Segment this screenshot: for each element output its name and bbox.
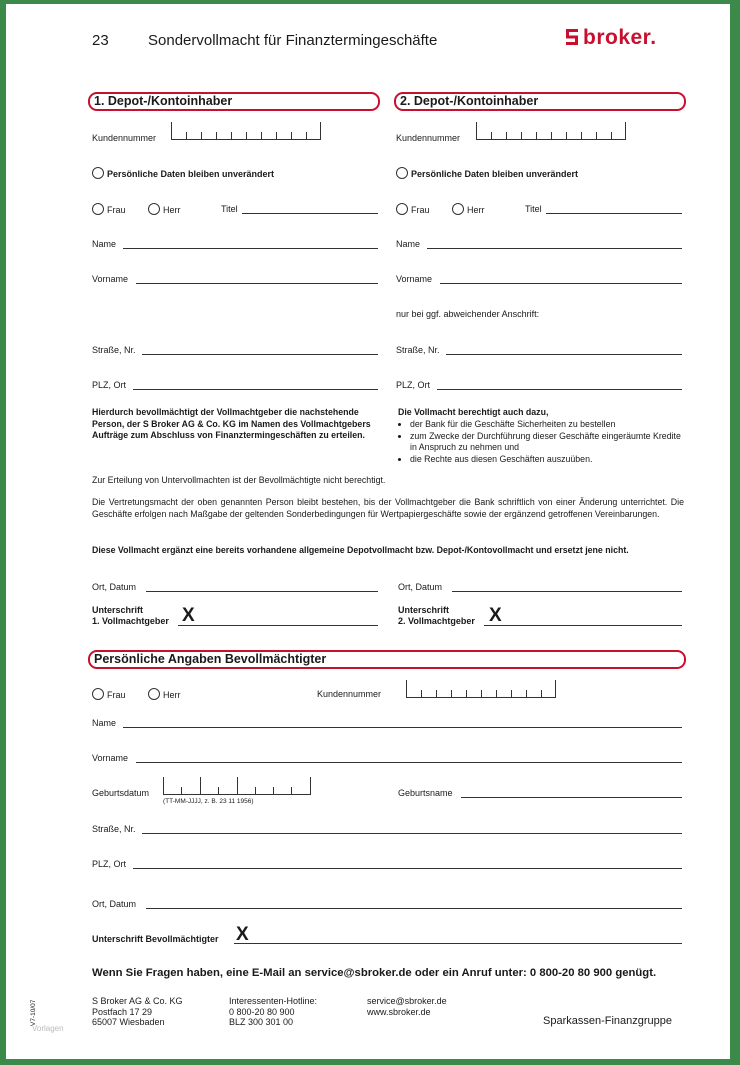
s2-kundennummer-label: Kundennummer [396,133,461,143]
s3-geburtsname-label: Geburtsname [398,788,453,798]
s1-strasse-label: Straße, Nr. [92,345,136,355]
s1-frau-radio[interactable]: Frau [92,203,126,215]
sig1-x-mark: X [182,605,195,626]
sig2-x-mark: X [489,605,502,626]
sbroker-logo [566,26,657,50]
s3-geburtsdatum-hint: (TT-MM-JJJJ, z. B. 23 11 1956) [163,798,254,805]
s3-signature-field[interactable] [234,943,682,944]
form-page [6,4,730,1059]
sig2-signature-field[interactable] [484,625,682,626]
sig2-ort-datum-label: Ort, Datum [398,582,443,592]
s3-strasse-field[interactable] [142,833,682,834]
authorization-extent-list [398,419,688,465]
list-item: • zum Zwecke der Durchführung dieser Geschäfte eingeräumte Kredite in Anspruch zu nehmen und [410,431,688,454]
s1-strasse-field[interactable] [142,354,378,355]
email-link[interactable]: service@sbroker.de [367,996,447,1006]
section-2-title: 2. Depot-/Kontoinhaber [394,92,686,111]
s3-vorname-field[interactable] [136,762,682,763]
sig1-signature-field[interactable] [178,625,378,626]
page-title: Sondervollmacht für Finanztermingeschäfte [148,32,438,49]
s3-frau-radio[interactable]: Frau [92,688,126,700]
s2-abweichend-note: nur bei ggf. abweichender Anschrift: [396,309,540,319]
s1-name-label: Name [92,239,117,249]
s2-name-label: Name [396,239,421,249]
s1-kundennummer-label: Kundennummer [92,133,157,143]
s3-vorname-label: Vorname [92,753,129,763]
representation-note: Die Vertretungsmacht der oben genannten Person bleibt bestehen, bis der Vollmachtgeber die Bank schriftlich von einer Änderung unterrichtet. Die Geschäfte erfolgen nach Maßgabe der geltenden Sonderbedingungen für Wertpapiergeschäfte sowie der ergänzend getroffenen Vereinbarungen. [92,497,684,519]
supplement-note: Diese Vollmacht ergänzt eine bereits vorhandene allgemeine Depotvollmacht bzw. Depot-/Kontovollmacht und ersetzt jene nicht. [92,545,629,555]
web-info [367,996,447,1017]
s2-kundennummer-field[interactable] [476,122,626,140]
authorization-text: Hierdurch bevollmächtigt der Vollmachtgeber die nachstehende Person, der S Broker AG & Co. KG im Namen des Vollmachtgebers Aufträge zum Abschluss von Finanztermingeschäften zu erteilen. [92,407,371,440]
s2-strasse-label: Straße, Nr. [396,345,440,355]
sparkassen-label: Sparkassen-Finanzgruppe [543,1015,673,1027]
s1-plz-field[interactable] [133,389,378,390]
s3-plz-label: PLZ, Ort [92,859,127,869]
sparkasse-s-icon [566,29,578,45]
s3-kundennummer-label: Kundennummer [317,689,382,699]
s3-geburtsdatum-field[interactable] [163,777,311,795]
s2-plz-label: PLZ, Ort [396,380,431,390]
s2-titel-field[interactable] [546,213,682,214]
sig1-ort-datum-field[interactable] [146,591,378,592]
form-number: 23 [92,32,109,49]
s3-herr-radio[interactable]: Herr [148,688,181,700]
company-address: S Broker AG & Co. KG Postfach 17 29 65007 Wiesbaden [92,996,183,1027]
s3-name-field[interactable] [123,727,682,728]
section-1-title: 1. Depot-/Kontoinhaber [88,92,380,111]
section-3-title: Persönliche Angaben Bevollmächtigter [88,650,686,669]
s2-herr-radio[interactable]: Herr [452,203,485,215]
s3-ort-datum-field[interactable] [146,908,682,909]
s2-frau-radio[interactable]: Frau [396,203,430,215]
s1-vorname-field[interactable] [136,283,378,284]
s1-unchanged-radio[interactable]: Persönliche Daten bleiben unverändert [92,167,274,179]
s2-unchanged-radio[interactable]: Persönliche Daten bleiben unverändert [396,167,578,179]
s3-strasse-label: Straße, Nr. [92,824,136,834]
sig1-ort-datum-label: Ort, Datum [92,582,137,592]
s3-plz-field[interactable] [133,868,682,869]
website-link[interactable]: www.sbroker.de [367,1006,431,1017]
sig2-ort-datum-field[interactable] [452,591,682,592]
s2-plz-field[interactable] [437,389,682,390]
s2-name-field[interactable] [427,248,682,249]
sig1-label: Unterschrift 1. Vollmachtgeber [92,605,169,626]
s2-titel-label: Titel [525,204,542,214]
s3-geburtsname-field[interactable] [461,797,682,798]
s1-herr-radio[interactable]: Herr [148,203,181,215]
s1-titel-label: Titel [221,204,238,214]
s1-kundennummer-field[interactable] [171,122,321,140]
watermark: Vorlagen [32,1024,64,1033]
s1-vorname-label: Vorname [92,274,129,284]
s1-plz-label: PLZ, Ort [92,380,127,390]
subauthority-note: Zur Erteilung von Untervollmachten ist der Bevollmächtigte nicht berechtigt. [92,475,386,485]
s3-signature-label: Unterschrift Bevollmächtigter [92,934,219,944]
contact-question: Wenn Sie Fragen haben, eine E-Mail an service@sbroker.de oder ein Anruf unter: 0 800-20 80 900 genügt. [92,967,657,979]
authorization-extent-heading: Die Vollmacht berechtigt auch dazu, [398,407,549,417]
s3-x-mark: X [236,924,249,945]
logo-text: broker. [583,26,657,49]
list-item: • die Rechte aus diesen Geschäften auszuüben. [410,454,688,466]
s1-titel-field[interactable] [242,213,378,214]
hotline-info: Interessenten-Hotline: 0 800-20 80 900 BLZ 300 301 00 [229,996,318,1027]
s3-geburtsdatum-label: Geburtsdatum [92,788,150,798]
s2-vorname-field[interactable] [440,283,682,284]
s2-vorname-label: Vorname [396,274,433,284]
s3-kundennummer-field[interactable] [406,680,556,698]
version-code: V7-10/07 [30,999,37,1026]
list-item: • der Bank für die Geschäfte Sicherheiten zu bestellen [410,419,688,431]
s1-name-field[interactable] [123,248,378,249]
s3-ort-datum-label: Ort, Datum [92,899,137,909]
s3-name-label: Name [92,718,117,728]
s2-strasse-field[interactable] [446,354,682,355]
sig2-label: Unterschrift 2. Vollmachtgeber [398,605,475,626]
